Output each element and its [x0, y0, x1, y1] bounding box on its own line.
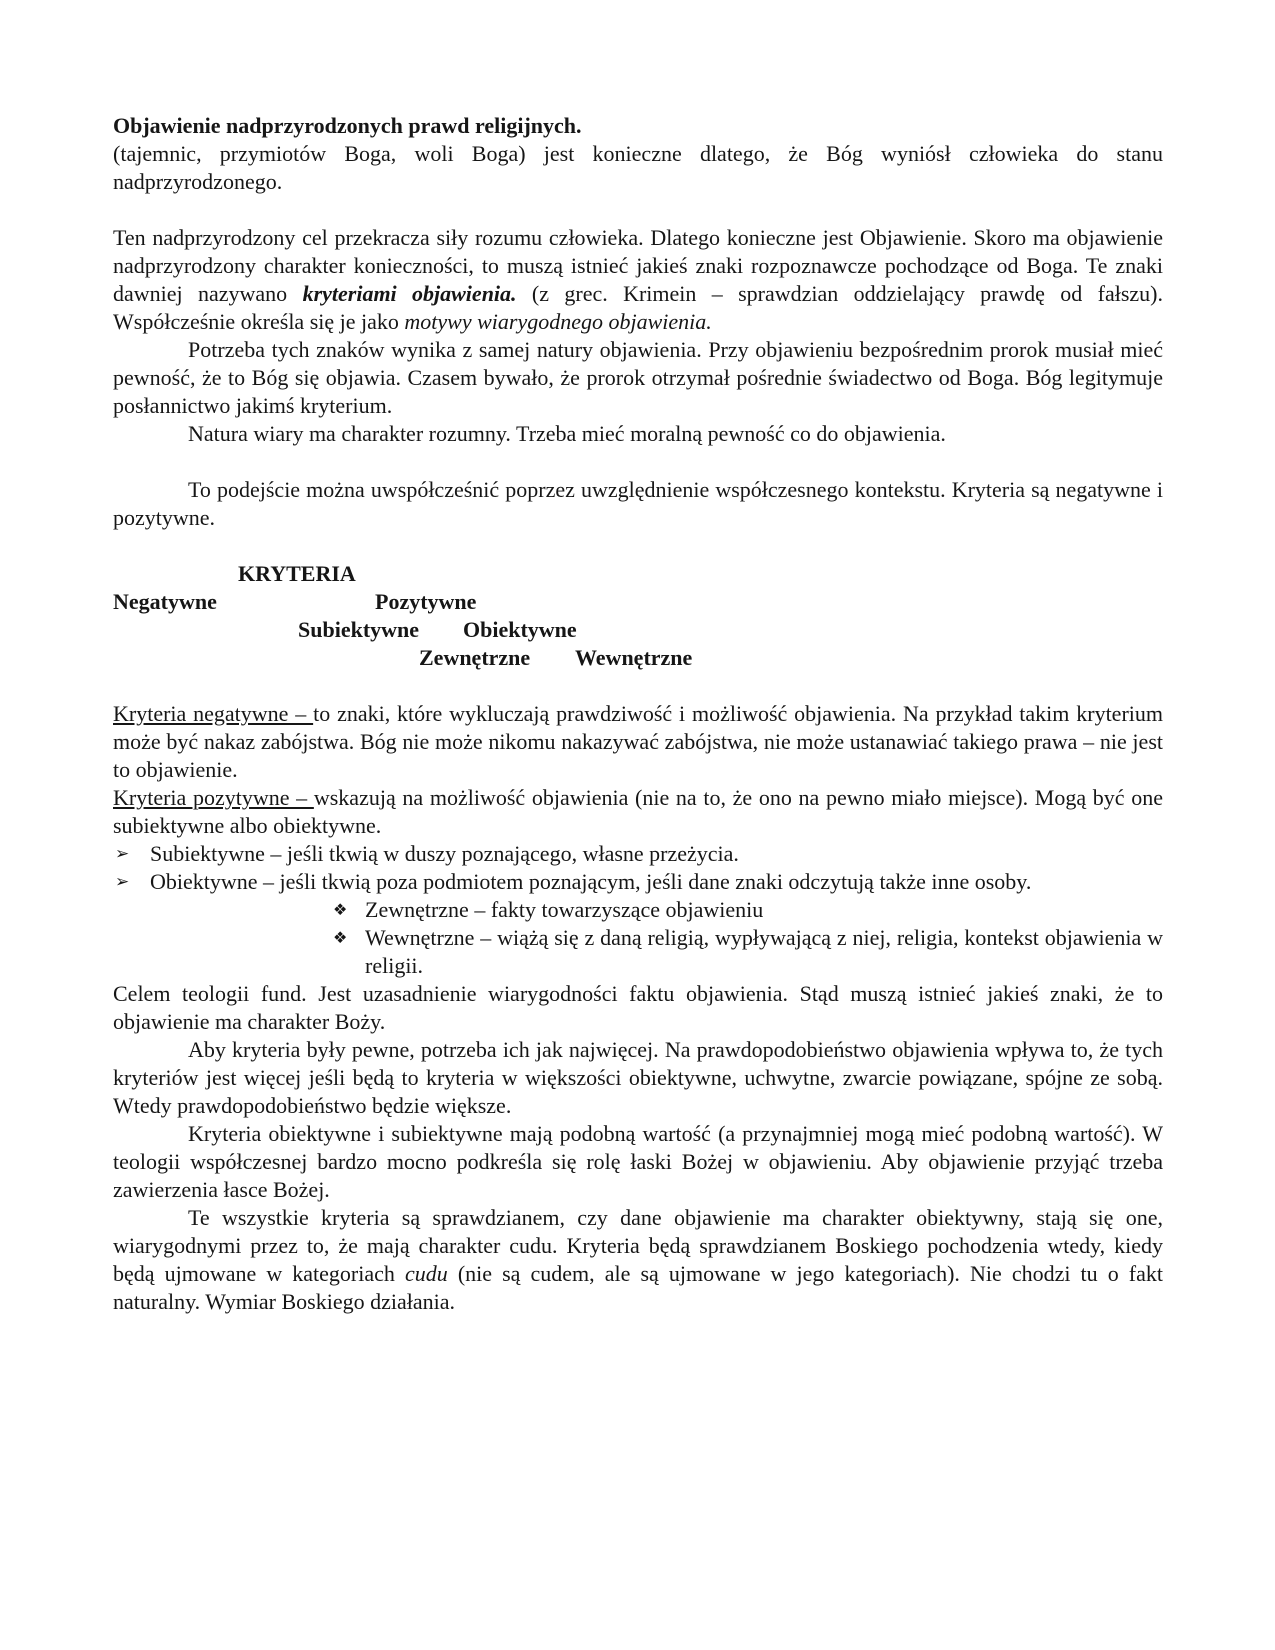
- text-run: Potrzeba tych znaków wynika z samej natury objawienia. Przy objawieniu bezpośrednim prorok musiał mieć pewność, że to Bóg się objawia. Czasem bywało, że prorok otrzymał pośrednie świadectwo od Boga. Bóg legitymuje posłannictwo jakimś kryterium.: [113, 337, 1163, 418]
- list-item-subiektywne: [113, 840, 1163, 868]
- list-item-text: [365, 925, 1163, 978]
- text-run: Ten nadprzyrodzony cel przekracza siły rozumu człowieka. Dlatego konieczne jest Objawienie. Skoro ma objawienie nadprzyrodzony charakter konieczności, to muszą istnieć jakieś znaki rozpoznawcze pochodzące od Boga. Te znaki dawniej nazywano: [113, 225, 1163, 306]
- text-run: kryteriami objawienia.: [302, 281, 517, 306]
- kryteria-label-pozytywne: Pozytywne: [375, 589, 477, 614]
- text-run: Kryteria negatywne –: [113, 701, 314, 726]
- paragraph-wartosc: [113, 1120, 1163, 1204]
- paragraph-sprawdzian: [113, 1204, 1163, 1316]
- diamond-bullet-icon: ❖: [333, 928, 348, 947]
- list-item-text: [365, 897, 763, 922]
- list-item-text: [150, 869, 1031, 894]
- kryteria-heading: KRYTERIA: [238, 561, 356, 586]
- text-run: (tajemnic, przymiotów Boga, woli Boga) jest konieczne dlatego, że Bóg wyniósł człowieka do stanu nadprzyrodzonego.: [113, 141, 1163, 194]
- text-run: to znaki, które wykluczają prawdziwość i możliwość objawienia. Na przykład takim kryterium może być nakaz zabójstwa. Bóg nie może nikomu nakazywać zabójstwa, nie może ustanawiać takiego prawa – nie jest to objawienie.: [113, 701, 1164, 782]
- kryteria-heading-row: [113, 560, 1163, 588]
- list-item-zewnetrzne: [330, 896, 1163, 924]
- kryteria-label-wewnetrzne: Wewnętrzne: [575, 645, 693, 670]
- arrow-bullet-icon: ➢: [115, 844, 130, 864]
- text-run: Aby kryteria były pewne, potrzeba ich jak najwięcej. Na prawdopodobieństwo objawienia wpływa to, że tych kryteriów jest więcej jeśli będą to kryteria w większości obiektywne, uchwytne, zwarcie powiązane, spójne ze sobą. Wtedy prawdopodobieństwo będzie większe.: [113, 1037, 1163, 1118]
- text-run: cudu: [404, 1261, 448, 1286]
- list-item-wewnetrzne: [330, 924, 1163, 980]
- paragraph-intro: [113, 140, 1163, 196]
- kryteria-row-3: [113, 644, 1163, 672]
- text-run: Kryteria pozytywne –: [113, 785, 314, 810]
- paragraph-potrzeba: [113, 336, 1163, 420]
- paragraph-aby: [113, 1036, 1163, 1120]
- kryteria-label-zewnetrzne: Zewnętrzne: [419, 645, 531, 670]
- text-run: Te wszystkie kryteria są sprawdzianem, czy dane objawienie ma charakter obiektywny, stają się one, wiarygodnymi przez to, że mają charakter cudu. Kryteria będą sprawdzianem Boskiego pochodzenia wtedy, kiedy będą ujmowane w kategoriach: [113, 1205, 1163, 1286]
- text-run: Kryteria obiektywne i subiektywne mają podobną wartość (a przynajmniej mogą mieć podobną wartość). W teologii współczesnej bardzo mocno podkreśla się rolę łaski Bożej w objawieniu. Aby objawienie przyjąć trzeba zawierzenia łasce Bożej.: [113, 1121, 1163, 1202]
- paragraph-kryteria-negatywne: [113, 700, 1163, 784]
- paragraph-cel: [113, 224, 1163, 336]
- text-run: (z grec. Krimein – sprawdzian oddzielający prawdę od fałszu). Współcześnie określa się je jako: [113, 281, 1164, 334]
- list-item-obiektywne: [113, 868, 1163, 896]
- text-run: Natura wiary ma charakter rozumny. Trzeba mieć moralną pewność co do objawienia.: [188, 421, 946, 446]
- paragraph-podejscie: [113, 476, 1163, 532]
- text-run: Celem teologii fund. Jest uzasadnienie wiarygodności faktu objawienia. Stąd muszą istnieć jakieś znaki, że to objawienie ma charakter Boży.: [113, 981, 1163, 1034]
- text-run: wskazują na możliwość objawienia (nie na to, że ono na pewno miało miejsce). Mogą być one subiektywne albo obiektywne.: [113, 785, 1163, 838]
- arrow-bullet-icon: ➢: [115, 872, 130, 892]
- paragraph-natura: [113, 420, 1163, 448]
- kryteria-row-1: [113, 588, 1163, 616]
- text-run: Zewnętrzne – fakty towarzyszące objawieniu: [365, 897, 764, 922]
- kryteria-label-obiektywne: Obiektywne: [463, 617, 577, 642]
- text-run: To podejście można uwspółcześnić poprzez uwzględnienie współczesnego kontekstu. Kryteria są negatywne i pozytywne.: [113, 477, 1163, 530]
- kryteria-label-subiektywne: Subiektywne: [298, 617, 420, 642]
- diamond-bullet-icon: ❖: [333, 900, 348, 919]
- kryteria-label-negatywne: Negatywne: [113, 589, 217, 614]
- text-run: Subiektywne – jeśli tkwią w duszy poznającego, własne przeżycia.: [150, 841, 739, 866]
- doc-title: [113, 112, 1163, 140]
- paragraph-celem: [113, 980, 1163, 1036]
- text-run: Objawienie nadprzyrodzonych prawd religijnych.: [113, 113, 582, 138]
- kryteria-row-2: [113, 616, 1163, 644]
- text-run: Wewnętrzne – wiążą się z daną religią, wypływającą z niej, religia, kontekst objawienia w religii.: [365, 925, 1163, 978]
- text-run: (nie są cudem, ale są ujmowane w jego kategoriach). Nie chodzi tu o fakt naturalny. Wymiar Boskiego działania.: [113, 1261, 1164, 1314]
- text-run: motywy wiarygodnego objawienia.: [404, 309, 712, 334]
- list-item-text: [150, 841, 739, 866]
- paragraph-kryteria-pozytywne: [113, 784, 1163, 840]
- text-run: Obiektywne – jeśli tkwią poza podmiotem poznającym, jeśli dane znaki odczytują także inne osoby.: [150, 869, 1032, 894]
